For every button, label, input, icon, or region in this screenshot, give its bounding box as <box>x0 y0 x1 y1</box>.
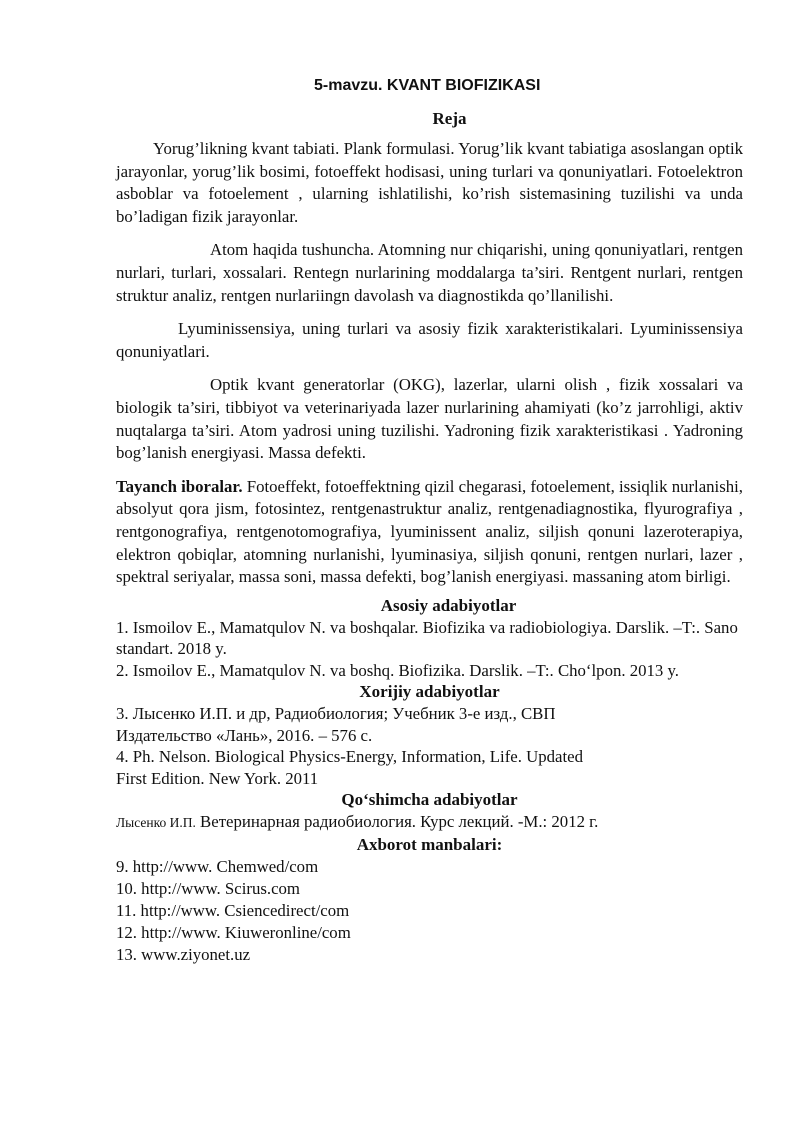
info-source-link-13: 13. www.ziyonet.uz <box>116 944 251 964</box>
foreign-literature-heading: Xorijiy adabiyotlar <box>359 682 500 702</box>
main-literature-item-2: 2. Ismoilov E., Mamatqulov N. va boshq. Biofizika. Darslik. –T:. Cho‘lpon. 2013 y. <box>116 660 679 680</box>
extra-literature-author: Лысенко И.П. <box>116 815 196 831</box>
keywords-paragraph <box>116 476 743 589</box>
page-title: 5-mavzu. KVANT BIOFIZIKASI <box>314 77 541 94</box>
info-source-link-10: 10. http://www. Scirus.com <box>116 878 300 898</box>
foreign-literature-line-3: 4. Ph. Nelson. Biological Physics-Energy, Information, Life. Updated <box>116 747 583 767</box>
document-page <box>116 74 743 966</box>
info-sources-heading: Axborot manbalari: <box>356 834 503 854</box>
extra-literature-heading: Qo‘shimcha adabiyotlar <box>341 790 518 810</box>
keywords-label: Tayanch iboralar. <box>116 476 243 496</box>
keywords-text: Fotoeffekt, fotoeffektning qizil chegarasi, fotoelement, issiqlik nurlanishi, absolyut qora jism, fotosintez, rentgenastruktur analiz, rentgenadiagnostika, flyurografiya , rentgonografiya, rentgenotomografiya, lyuminissent analiz, siljish qonuni lazeroterapiya, elektron qobiqlar, atomning nurlanishi, lyuminasiya, siljish qonuni, rentgen nurlari, lazer , spektral seriyalar, massa soni, massa defekti, bog’lanish energiyasi. massaning atom birligi. <box>116 476 743 587</box>
plan-heading: Reja <box>432 109 467 128</box>
plan-paragraph-3: Lyuminissensiya, uning turlari va asosiy fizik xarakteristikalari. Lyuminissensiya qonuniyatlari. <box>116 319 743 361</box>
foreign-literature-line-4: First Edition. New York. 2011 <box>116 768 319 788</box>
plan-paragraph-4: Optik kvant generatorlar (OKG), lazerlar, ularni olish , fizik xossalari va biologik ta’siri, tibbiyot va veterinariyada lazer nurlarining ahamiyati (ko’z jarrohligi, aktiv nuqtalarga ta’siri. Atom yadrosi uning tuzilishi. Yadroning fizik xarakteristikasi . Yadroning bog’lanish energiyasi. Massa defekti. <box>116 375 743 463</box>
main-literature-heading: Asosiy adabiyotlar <box>380 595 517 615</box>
info-source-link-11: 11. http://www. Csiencedirect/com <box>116 900 350 920</box>
main-literature-item-1: 1. Ismoilov E., Mamatqulov N. va boshqalar. Biofizika va radiobiologiya. Darslik. –T:. Sano standart. 2018 y. <box>116 617 738 659</box>
foreign-literature-line-1: 3. Лысенко И.П. и др, Радиобиология; Учебник 3-е изд., СВП <box>116 704 556 724</box>
extra-literature-text: Ветеринарная радиобиология. Курс лекций. -М.: 2012 г. <box>195 812 599 832</box>
info-source-link-9: 9. http://www. Chemwed/com <box>116 856 319 876</box>
info-source-link-12: 12. http://www. Kiuweronline/com <box>116 922 351 942</box>
foreign-literature-line-2: Издательство «Лань», 2016. – 576 с. <box>116 725 373 745</box>
plan-paragraph-2: Atom haqida tushuncha. Atomning nur chiqarishi, uning qonuniyatlari, rentgen nurlari, turlari, xossalari. Rentegn nurlarining moddalarga ta’siri. Rentgent nurlari, rentgen struktur analiz, rentgen nurlariingn davolash va diagnostikda qo’llanilishi. <box>116 240 743 305</box>
plan-paragraph-1: Yorug’likning kvant tabiati. Plank formulasi. Yorug’lik kvant tabiatiga asoslangan optik jarayonlar, yorug’lik bosimi, fotoeffekt hodisasi, uning turlari va qonuniyatlari. Fotoelektron asboblar va fotoelement , ularning ishlatilishi, ko’rish sistemasining tuzilishi va unda bo’ladigan fizik jarayonlar. <box>116 139 743 226</box>
extra-literature-item <box>116 811 743 834</box>
